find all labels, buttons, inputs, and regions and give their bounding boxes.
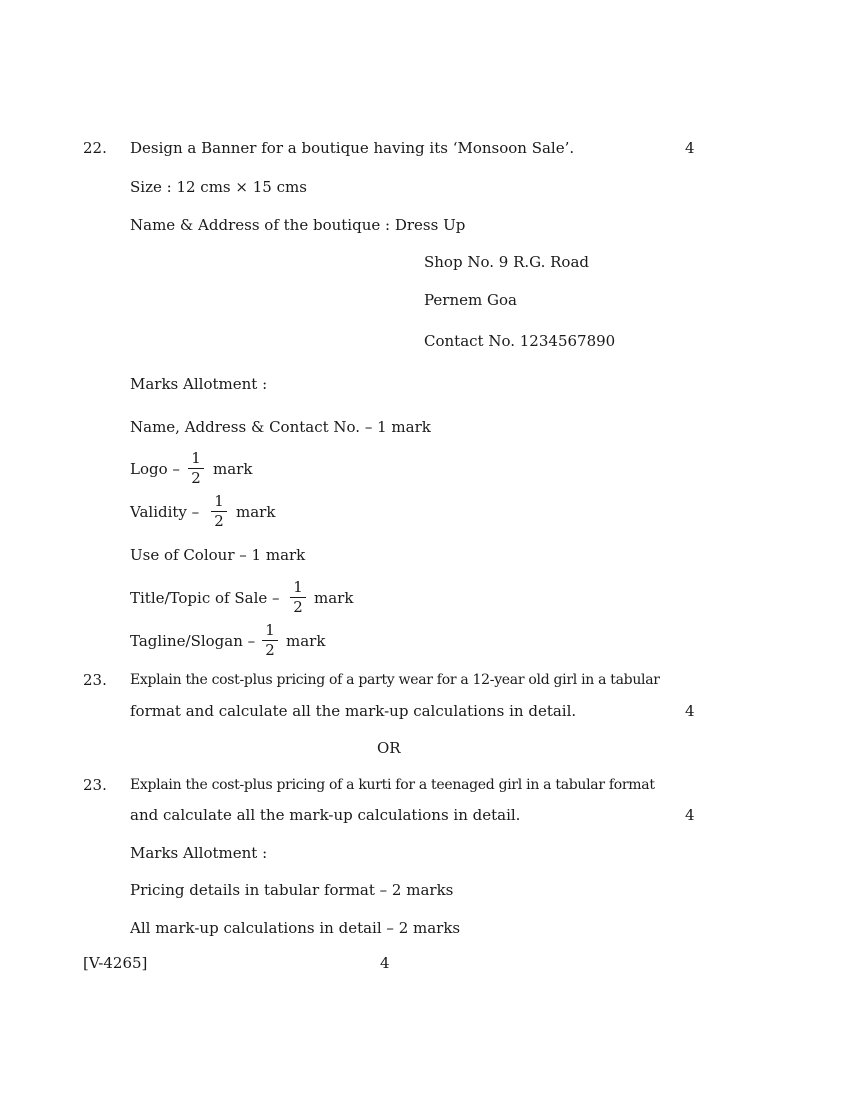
- question-marks: 4: [685, 702, 695, 720]
- marks-allotment-heading: Marks Allotment :: [130, 375, 268, 393]
- boutique-name-address: Name & Address of the boutique : Dress Up: [130, 216, 466, 234]
- address-line: Pernem Goa: [424, 291, 517, 309]
- allotment-item: Name, Address & Contact No. – 1 mark: [130, 418, 431, 436]
- page-number: 4: [380, 954, 390, 972]
- allotment-suffix: mark: [286, 632, 326, 650]
- allotment-item: Validity –: [130, 503, 200, 521]
- fraction-numerator: 1: [191, 449, 201, 467]
- banner-size: Size : 12 cms × 15 cms: [130, 178, 307, 196]
- allotment-item: Tagline/Slogan –: [130, 632, 256, 650]
- question-prompt: Design a Banner for a boutique having its ‘Monsoon Sale’.: [130, 139, 575, 157]
- fraction-denominator: 2: [191, 469, 201, 487]
- question-number: 22.: [83, 139, 107, 157]
- address-line: Shop No. 9 R.G. Road: [424, 253, 589, 271]
- address-line: Contact No. 1234567890: [424, 332, 616, 350]
- fraction-numerator: 1: [293, 578, 303, 596]
- fraction-denominator: 2: [293, 598, 303, 616]
- allotment-item: Title/Topic of Sale –: [130, 589, 280, 607]
- fraction-denominator: 2: [265, 641, 275, 659]
- allotment-item: Pricing details in tabular format – 2 marks: [130, 881, 454, 899]
- paper-code: [V-4265]: [83, 954, 148, 972]
- allotment-suffix: mark: [314, 589, 354, 607]
- question-marks: 4: [685, 806, 695, 824]
- allotment-suffix: mark: [213, 460, 253, 478]
- fraction-denominator: 2: [214, 512, 224, 530]
- fraction-numerator: 1: [265, 621, 275, 639]
- marks-allotment-heading: Marks Allotment :: [130, 844, 268, 862]
- half-fraction: [262, 623, 278, 658]
- question-prompt: and calculate all the mark-up calculations in detail.: [130, 806, 521, 824]
- allotment-suffix: mark: [236, 503, 276, 521]
- allotment-item: All mark-up calculations in detail – 2 marks: [130, 919, 461, 937]
- question-number: 23.: [83, 776, 107, 794]
- question-marks: 4: [685, 139, 695, 157]
- half-fraction: [188, 451, 204, 486]
- fraction-numerator: 1: [214, 492, 224, 510]
- half-fraction: [211, 494, 227, 529]
- allotment-item: Use of Colour – 1 mark: [130, 546, 306, 564]
- allotment-item: Logo –: [130, 460, 180, 478]
- half-fraction: [290, 580, 306, 615]
- question-prompt: Explain the cost-plus pricing of a kurti for a teenaged girl in a tabular format: [130, 777, 655, 793]
- or-separator: OR: [377, 739, 401, 757]
- question-number: 23.: [83, 671, 107, 689]
- question-prompt: Explain the cost-plus pricing of a party wear for a 12-year old girl in a tabular: [130, 672, 660, 688]
- question-prompt: format and calculate all the mark-up calculations in detail.: [130, 702, 577, 720]
